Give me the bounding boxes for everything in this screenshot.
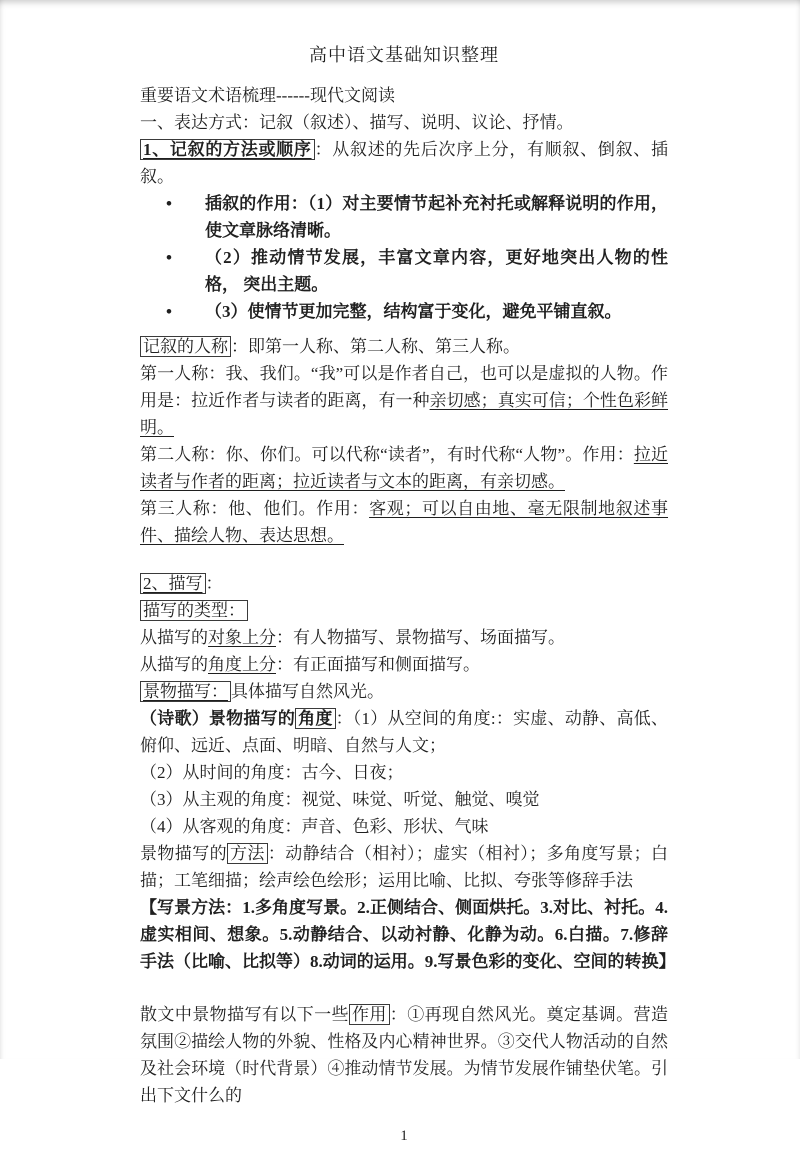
prose-function-boxed: 作用 bbox=[349, 1004, 390, 1025]
list-item bbox=[140, 298, 668, 325]
bullet-text: （2）推动情节发展，丰富文章内容，更好地突出人物的性格， 突出主题。 bbox=[205, 248, 668, 294]
bullet-text: 插叙的作用：（1）对主要情节起补充衬托或解释说明的作用， 使文章脉络清晰。 bbox=[205, 194, 668, 240]
poetry-space-line-rest: ：（1）从空间的角度:：实虚、动静、高低、俯仰、远近、点面、明暗、自然与人文； bbox=[140, 709, 668, 755]
first-person-text: 第一人称：我、我们。“我”可以是作者自己，也可以是虚拟的人物。作用是：拉近作者与读者的距离，有一种 bbox=[140, 364, 668, 410]
poetry-scenery-angle-paragraph bbox=[140, 705, 668, 759]
second-person-paragraph bbox=[140, 441, 668, 495]
narration-methods-heading-rest: ：从叙述的先后次序上分，有顺叙、倒叙、插叙。 bbox=[140, 140, 669, 186]
poetry-bold-prefix: （诗歌）景物描写的 bbox=[140, 709, 296, 728]
list-item bbox=[140, 190, 668, 244]
description-boxed-heading: 2、描写 bbox=[140, 573, 206, 594]
angle-line-underlined: 角度上分 bbox=[208, 655, 276, 674]
narration-person-heading bbox=[140, 333, 668, 360]
list-item bbox=[140, 244, 668, 298]
bullet-icon: • bbox=[166, 194, 172, 213]
description-object-line bbox=[140, 624, 668, 651]
object-line-underlined: 对象上分 bbox=[208, 628, 276, 647]
description-type-line bbox=[140, 597, 668, 624]
description-angle-line bbox=[140, 651, 668, 678]
expression-modes-line: 一、表达方式：记叙（叙述）、描写、说明、议论、抒情。 bbox=[140, 113, 574, 132]
method-rest: ：动静结合（相衬）；虚实（相衬）；多角度写景；白描；工笔细描；绘声绘色绘形；运用比喻、比拟、夸张等修辞手法 bbox=[140, 844, 669, 890]
page-number: 1 bbox=[400, 1128, 408, 1144]
narration-methods-heading bbox=[140, 136, 668, 190]
scenery-rest: 具体描写自然风光。 bbox=[231, 682, 384, 701]
description-heading bbox=[140, 570, 668, 597]
prose-prefix: 散文中景物描写有以下一些 bbox=[140, 1005, 349, 1024]
object-line-rest: ：有人物描写、景物描写、场面描写。 bbox=[276, 628, 565, 647]
method-prefix: 景物描写的 bbox=[140, 844, 227, 863]
subtitle: 重要语文术语梳理------现代文阅读 bbox=[140, 86, 395, 105]
scenery-writing-summary: 【写景方法：1.多角度写景。2.正侧结合、侧面烘托。3.对比、衬托。4.虚实相间、想象。5.动静结合、以动衬静、化静为动。6.白描。7.修辞手法（比喻、比拟等）8.动词的运用。9.写景色彩的变化、空间的转换】 bbox=[140, 898, 676, 971]
angle-line-rest: ：有正面描写和侧面描写。 bbox=[276, 655, 480, 674]
narration-methods-bullet-list bbox=[140, 190, 668, 325]
prose-rest: ：①再现自然风光。奠定基调。营造氛围②描绘人物的外貌、性格及内心精神世界。③交代人物活动的自然及社会环境（时代背景）④推动情节发展。为情节发展作铺垫伏笔。引出下文什么的 bbox=[140, 1005, 669, 1105]
second-person-underlined: 拉近读者与作者的距离；拉近读者与文本的距离，有亲切感。 bbox=[140, 445, 668, 491]
method-boxed: 方法 bbox=[227, 843, 268, 864]
narration-person-heading-rest: ：即第一人称、第二人称、第三人称。 bbox=[231, 337, 520, 356]
first-person-paragraph bbox=[140, 360, 668, 441]
third-person-paragraph bbox=[140, 495, 668, 549]
narration-person-boxed-heading: 记叙的人称 bbox=[140, 336, 231, 357]
scenery-method-paragraph bbox=[140, 840, 668, 894]
third-person-text: 第三人称：他、他们。作用： bbox=[140, 499, 370, 518]
poetry-angle-boxed: 角度 bbox=[295, 708, 335, 729]
description-heading-rest: ： bbox=[205, 574, 223, 593]
bullet-icon: • bbox=[166, 302, 172, 321]
first-person-underlined: 亲切感；真实可信；个性色彩鲜明。 bbox=[140, 391, 669, 437]
description-type-boxed: 描写的类型： bbox=[140, 600, 248, 621]
second-person-text: 第二人称：你、你们。可以代称“读者”，有时代称“人物”。作用： bbox=[140, 445, 634, 464]
object-line-prefix: 从描写的 bbox=[140, 628, 208, 647]
prose-scenery-paragraph bbox=[140, 1001, 668, 1109]
poetry-objective-line: （4）从客观的角度：声音、色彩、形状、气味 bbox=[140, 817, 489, 836]
scenery-boxed-heading: 景物描写： bbox=[140, 681, 231, 702]
bullet-text: （3）使情节更加完整，结构富于变化，避免平铺直叙。 bbox=[205, 302, 622, 321]
narration-methods-boxed-heading: 1、记叙的方法或顺序 bbox=[140, 139, 315, 160]
scenery-description-line bbox=[140, 678, 668, 705]
poetry-time-line: （2）从时间的角度：古今、日夜； bbox=[140, 763, 404, 782]
page-title: 高中语文基础知识整理 bbox=[309, 45, 499, 65]
poetry-subjective-line: （3）从主观的角度：视觉、味觉、听觉、触觉、嗅觉 bbox=[140, 790, 540, 809]
bullet-icon: • bbox=[166, 248, 172, 267]
angle-line-prefix: 从描写的 bbox=[140, 655, 208, 674]
third-person-underlined: 客观；可以自由地、毫无限制地叙述事件、描绘人物、表达思想。 bbox=[140, 499, 669, 545]
